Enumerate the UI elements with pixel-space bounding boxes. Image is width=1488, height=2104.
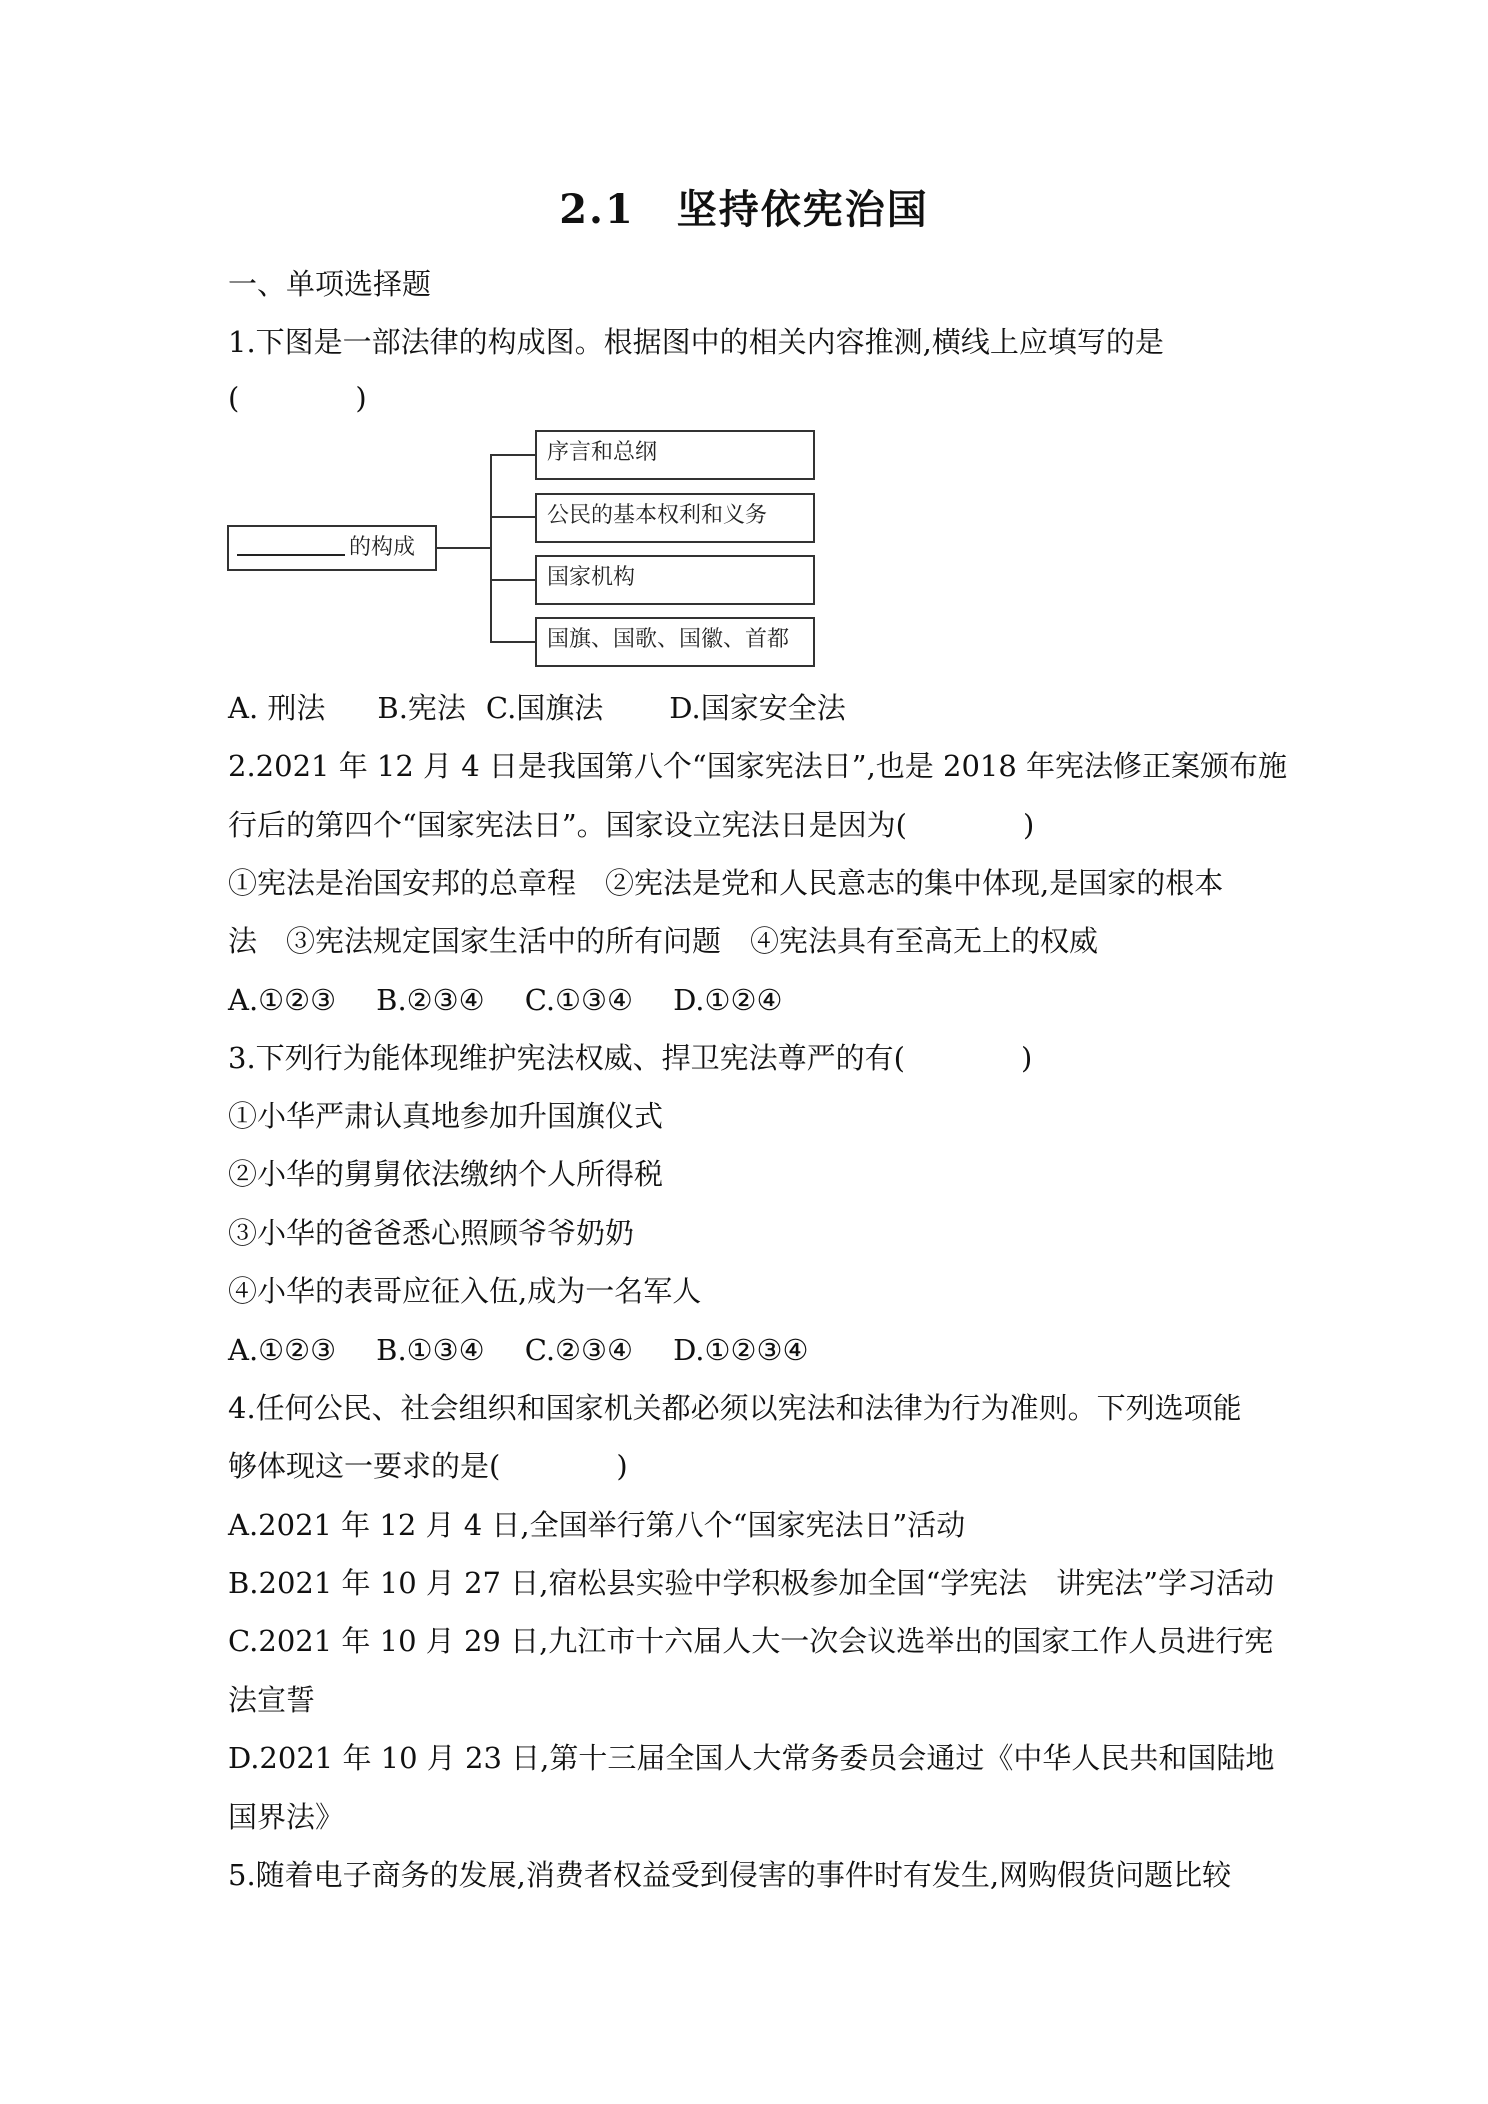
fill-in-blank <box>237 532 345 556</box>
option-b: B.宪法 <box>377 691 466 725</box>
connector-line <box>490 579 535 581</box>
option-d: D.国家安全法 <box>669 691 846 725</box>
option-a: A. 刑法 <box>228 691 326 725</box>
diagram-root-box <box>227 525 437 571</box>
section-heading: 一、单项选择题 <box>228 267 432 301</box>
connector-line <box>437 547 491 549</box>
q1-stem: 1.下图是一部法律的构成图。根据图中的相关内容推测,横线上应填写的是 <box>228 325 1164 359</box>
diagram-root-suffix: 的构成 <box>349 535 416 560</box>
option-c: C.①③④ <box>524 983 634 1017</box>
q4-option-c-line-1: C.2021 年 10 月 29 日,九江市十六届人大一次会议选举出的国家工作人员进行宪 <box>228 1624 1274 1658</box>
connector-line <box>490 454 535 456</box>
q3-item: ②小华的舅舅依法缴纳个人所得税 <box>228 1157 664 1191</box>
q2-options <box>228 980 783 1020</box>
option-d: D.①②③④ <box>673 1333 809 1367</box>
q3-item: ③小华的爸爸悉心照顾爷爷奶奶 <box>228 1216 635 1250</box>
diagram-branch-box: 国家机构 <box>535 555 815 605</box>
q4-option-c-line-2: 法宣誓 <box>228 1683 316 1717</box>
q3-options <box>228 1330 809 1370</box>
q4-option-b: B.2021 年 10 月 27 日,宿松县实验中学积极参加全国“学宪法 讲宪法”学习活动 <box>228 1566 1275 1600</box>
law-structure-diagram <box>225 423 825 663</box>
q3-item: ④小华的表哥应征入伍,成为一名军人 <box>228 1274 702 1308</box>
q4-option-a: A.2021 年 12 月 4 日,全国举行第八个“国家宪法日”活动 <box>228 1508 966 1542</box>
diagram-branch-box: 国旗、国歌、国徽、首都 <box>535 617 815 667</box>
option-b: B.①③④ <box>376 1333 485 1367</box>
page-title: 2.1 坚持依宪治国 <box>559 186 929 233</box>
q2-stem-line-2: 行后的第四个“国家宪法日”。国家设立宪法日是因为( ) <box>228 808 1035 842</box>
q1-options <box>228 688 846 728</box>
option-c: C.②③④ <box>524 1333 634 1367</box>
option-a: A.①②③ <box>228 1333 337 1367</box>
diagram-branch-box: 序言和总纲 <box>535 430 815 480</box>
q4-option-d-line-2: 国界法》 <box>228 1800 345 1834</box>
connector-line <box>490 641 535 643</box>
q2-items-line-2: 法 ③宪法规定国家生活中的所有问题 ④宪法具有至高无上的权威 <box>228 924 1099 958</box>
q1-answer-paren: ( ) <box>228 381 367 415</box>
q4-stem-line-2: 够体现这一要求的是( ) <box>228 1449 628 1483</box>
q2-items-line-1: ①宪法是治国安邦的总章程 ②宪法是党和人民意志的集中体现,是国家的根本 <box>228 866 1224 900</box>
diagram-branch-box: 公民的基本权利和义务 <box>535 493 815 543</box>
q4-stem-line-1: 4.任何公民、社会组织和国家机关都必须以宪法和法律为行为准则。下列选项能 <box>228 1391 1242 1425</box>
option-d: D.①②④ <box>673 983 783 1017</box>
q5-stem-line-1: 5.随着电子商务的发展,消费者权益受到侵害的事件时有发生,网购假货问题比较 <box>228 1858 1232 1892</box>
connector-line <box>490 516 535 518</box>
q3-item: ①小华严肃认真地参加升国旗仪式 <box>228 1099 664 1133</box>
q2-stem-line-1: 2.2021 年 12 月 4 日是我国第八个“国家宪法日”,也是 2018 年宪法修正案颁布施 <box>228 749 1288 783</box>
option-a: A.①②③ <box>228 983 337 1017</box>
q3-stem: 3.下列行为能体现维护宪法权威、捍卫宪法尊严的有( ) <box>228 1041 1033 1075</box>
q4-option-d-line-1: D.2021 年 10 月 23 日,第十三届全国人大常务委员会通过《中华人民共和国陆地 <box>228 1741 1275 1775</box>
connector-line <box>490 454 492 643</box>
option-c: C.国旗法 <box>485 691 604 725</box>
option-b: B.②③④ <box>376 983 485 1017</box>
